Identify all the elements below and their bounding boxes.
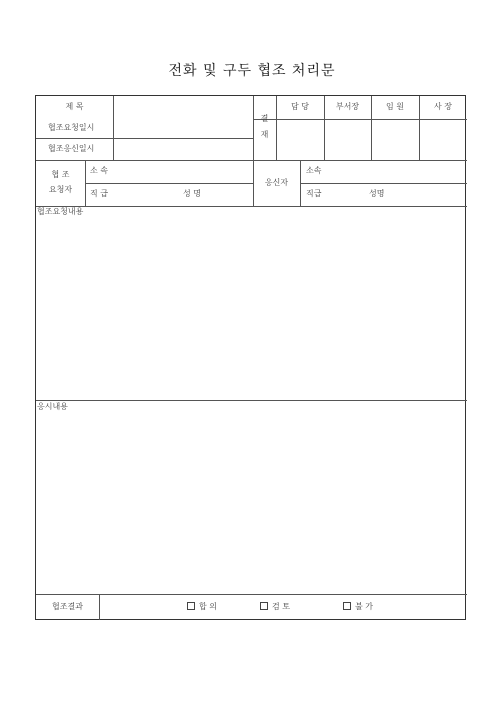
- approval-label: 재: [260, 130, 269, 139]
- checkbox-icon: [260, 602, 268, 610]
- page-title: 전화 및 구두 협조 처리문: [168, 63, 336, 79]
- divider: [253, 119, 467, 120]
- result-option-agree[interactable]: 합 의: [187, 602, 217, 612]
- result-label: 협조결과: [52, 602, 83, 611]
- request-date-label: 협조요청일시: [48, 123, 95, 132]
- request-content-label: 협조요청내용: [37, 207, 84, 216]
- checkbox-icon: [343, 602, 351, 610]
- requester-label: 요청자: [48, 185, 73, 194]
- requester-name-label: 성 명: [183, 189, 201, 198]
- response-content-label: 응시내용: [37, 402, 68, 411]
- requester-rank-label: 직 급: [90, 189, 108, 198]
- responder-name-label: 성명: [369, 189, 385, 198]
- divider: [36, 206, 467, 207]
- approver-executive-label: 임 원: [386, 102, 404, 111]
- divider: [85, 160, 86, 206]
- divider: [36, 160, 467, 161]
- response-date-label: 협조응신일시: [48, 144, 95, 153]
- divider: [36, 138, 253, 139]
- requester-label: 협 조: [51, 170, 70, 179]
- approver-president-label: 사 장: [434, 102, 452, 111]
- subject-label: 제 목: [65, 102, 84, 111]
- divider: [85, 183, 253, 184]
- divider: [113, 96, 114, 160]
- approver-staff-label: 담 당: [291, 102, 309, 111]
- result-option-review[interactable]: 검 토: [260, 602, 290, 612]
- divider: [300, 160, 301, 206]
- checkbox-icon: [187, 602, 195, 610]
- approver-manager-label: 부서장: [335, 102, 360, 111]
- divider: [99, 594, 100, 620]
- responder-rank-label: 직급: [306, 189, 322, 198]
- divider: [36, 594, 467, 595]
- responder-dept-label: 소속: [306, 166, 322, 175]
- approval-label: 결: [260, 114, 269, 123]
- divider: [36, 400, 467, 401]
- result-option-reject[interactable]: 불 가: [343, 602, 373, 612]
- cooperation-form: [35, 95, 466, 620]
- requester-dept-label: 소 속: [90, 166, 108, 175]
- divider: [300, 183, 467, 184]
- responder-label: 응신자: [264, 178, 289, 187]
- divider: [253, 96, 254, 206]
